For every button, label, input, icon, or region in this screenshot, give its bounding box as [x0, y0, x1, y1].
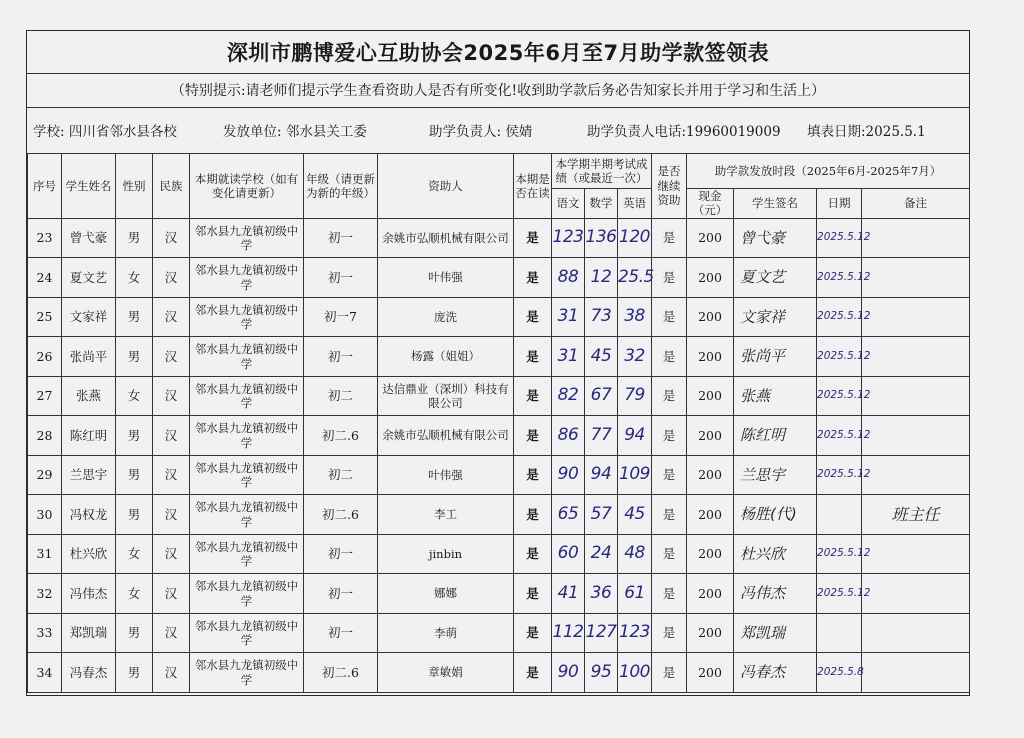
- table-row: [28, 455, 970, 495]
- gender: 女: [116, 376, 153, 416]
- score-english: 100: [618, 653, 652, 693]
- score-math: 36: [585, 574, 618, 614]
- student-name: 夏文艺: [62, 258, 116, 298]
- grade: 初二.6: [304, 416, 378, 456]
- sponsor: 杨露（姐姐）: [378, 337, 514, 377]
- cash-amount: 200: [687, 337, 734, 377]
- gender: 男: [116, 653, 153, 693]
- student-signature: 张尚平: [734, 337, 817, 377]
- student-name: 冯权龙: [62, 495, 116, 535]
- remark: [862, 613, 970, 653]
- score-english: 79: [618, 376, 652, 416]
- enrolled: 是: [514, 337, 552, 377]
- row-no: 27: [28, 376, 62, 416]
- sign-date: 2025.5.12: [817, 258, 862, 298]
- score-chinese: 41: [552, 574, 585, 614]
- header-row: [28, 154, 970, 189]
- remark: [862, 574, 970, 614]
- col-grade: 年级（请更新为新的年级）: [304, 154, 378, 219]
- sponsor: 余姚市弘顺机械有限公司: [378, 218, 514, 258]
- ethnic: 汉: [153, 416, 190, 456]
- remark: [862, 258, 970, 298]
- continue-aid: 是: [652, 337, 687, 377]
- row-no: 25: [28, 297, 62, 337]
- table-row: [28, 337, 970, 377]
- score-chinese: 88: [552, 258, 585, 298]
- score-chinese: 90: [552, 455, 585, 495]
- student-signature: 陈红明: [734, 416, 817, 456]
- score-math: 77: [585, 416, 618, 456]
- remark: [862, 534, 970, 574]
- sign-date: 2025.5.12: [817, 297, 862, 337]
- sign-date: 2025.5.8: [817, 653, 862, 693]
- table-row: [28, 534, 970, 574]
- grade: 初一: [304, 258, 378, 298]
- form-title: 深圳市鹏博爱心互助协会2025年6月至7月助学款签领表: [27, 31, 969, 74]
- school: 邻水县九龙镇初级中学: [190, 534, 304, 574]
- table-row: [28, 297, 970, 337]
- sponsor: 李工: [378, 495, 514, 535]
- student-name: 张尚平: [62, 337, 116, 377]
- issuer-info: 发放单位: 邻水县关工委: [223, 124, 367, 140]
- table-row: [28, 376, 970, 416]
- student-signature: 曾弋豪: [734, 218, 817, 258]
- ethnic: 汉: [153, 613, 190, 653]
- student-name: 杜兴欣: [62, 534, 116, 574]
- sponsor: 余姚市弘顺机械有限公司: [378, 416, 514, 456]
- school: 邻水县九龙镇初级中学: [190, 297, 304, 337]
- enrolled: 是: [514, 574, 552, 614]
- sign-date: 2025.5.12: [817, 455, 862, 495]
- student-signature: 杨胜(代): [734, 495, 817, 535]
- continue-aid: 是: [652, 534, 687, 574]
- school: 邻水县九龙镇初级中学: [190, 337, 304, 377]
- manager-info: 助学负责人: 侯婧: [429, 124, 533, 140]
- score-chinese: 82: [552, 376, 585, 416]
- student-signature: 张燕: [734, 376, 817, 416]
- sign-date: 2025.5.12: [817, 376, 862, 416]
- remark: [862, 455, 970, 495]
- ethnic: 汉: [153, 495, 190, 535]
- row-no: 23: [28, 218, 62, 258]
- gender: 女: [116, 258, 153, 298]
- continue-aid: 是: [652, 613, 687, 653]
- remark: [862, 376, 970, 416]
- col-period: 助学款发放时段（2025年6月-2025年7月）: [687, 154, 970, 189]
- student-name: 陈红明: [62, 416, 116, 456]
- sponsor: 娜娜: [378, 574, 514, 614]
- remark: [862, 416, 970, 456]
- grade: 初一: [304, 337, 378, 377]
- table-row: [28, 495, 970, 535]
- gender: 男: [116, 337, 153, 377]
- score-chinese: 60: [552, 534, 585, 574]
- table-row: [28, 653, 970, 693]
- student-signature: 夏文艺: [734, 258, 817, 298]
- row-no: 33: [28, 613, 62, 653]
- col-scores: 本学期半期考试成绩（或最近一次）: [552, 154, 652, 189]
- gender: 男: [116, 613, 153, 653]
- school: 邻水县九龙镇初级中学: [190, 258, 304, 298]
- remark: [862, 218, 970, 258]
- student-name: 冯春杰: [62, 653, 116, 693]
- col-signature: 学生签名: [734, 189, 817, 219]
- school: 邻水县九龙镇初级中学: [190, 653, 304, 693]
- row-no: 29: [28, 455, 62, 495]
- enrolled: 是: [514, 416, 552, 456]
- score-chinese: 31: [552, 337, 585, 377]
- col-no: 序号: [28, 154, 62, 219]
- school: 邻水县九龙镇初级中学: [190, 574, 304, 614]
- score-english: 32: [618, 337, 652, 377]
- score-math: 24: [585, 534, 618, 574]
- student-signature: 兰思宇: [734, 455, 817, 495]
- ethnic: 汉: [153, 455, 190, 495]
- remark: [862, 653, 970, 693]
- score-chinese: 90: [552, 653, 585, 693]
- cash-amount: 200: [687, 218, 734, 258]
- school: 邻水县九龙镇初级中学: [190, 218, 304, 258]
- sign-date: [817, 495, 862, 535]
- remark: [862, 337, 970, 377]
- row-no: 31: [28, 534, 62, 574]
- grade: 初二: [304, 376, 378, 416]
- form-frame: [26, 30, 970, 696]
- student-signature: 冯伟杰: [734, 574, 817, 614]
- table-body: [28, 218, 970, 692]
- col-sponsor: 资助人: [378, 154, 514, 219]
- student-name: 张燕: [62, 376, 116, 416]
- score-english: 45: [618, 495, 652, 535]
- ethnic: 汉: [153, 258, 190, 298]
- col-continue: 是否继续资助: [652, 154, 687, 219]
- table-row: [28, 258, 970, 298]
- cash-amount: 200: [687, 258, 734, 298]
- table-row: [28, 218, 970, 258]
- col-enrolled: 本期是否在读: [514, 154, 552, 219]
- continue-aid: 是: [652, 297, 687, 337]
- grade: 初一7: [304, 297, 378, 337]
- cash-amount: 200: [687, 495, 734, 535]
- sponsor: 叶伟强: [378, 258, 514, 298]
- grade: 初一: [304, 534, 378, 574]
- table-row: [28, 574, 970, 614]
- col-school: 本期就读学校（如有变化请更新）: [190, 154, 304, 219]
- score-math: 94: [585, 455, 618, 495]
- sign-date: 2025.5.12: [817, 534, 862, 574]
- col-chinese: 语文: [552, 189, 585, 219]
- student-signature: 文家祥: [734, 297, 817, 337]
- school: 邻水县九龙镇初级中学: [190, 455, 304, 495]
- score-math: 67: [585, 376, 618, 416]
- gender: 女: [116, 534, 153, 574]
- info-bar: [27, 107, 969, 154]
- ethnic: 汉: [153, 376, 190, 416]
- row-no: 32: [28, 574, 62, 614]
- student-signature: 冯春杰: [734, 653, 817, 693]
- school: 邻水县九龙镇初级中学: [190, 416, 304, 456]
- sign-date: 2025.5.12: [817, 416, 862, 456]
- grade: 初一: [304, 613, 378, 653]
- continue-aid: 是: [652, 495, 687, 535]
- cash-amount: 200: [687, 613, 734, 653]
- school: 邻水县九龙镇初级中学: [190, 495, 304, 535]
- ethnic: 汉: [153, 218, 190, 258]
- ethnic: 汉: [153, 297, 190, 337]
- enrolled: 是: [514, 218, 552, 258]
- sign-date: [817, 613, 862, 653]
- student-signature: 郑凯瑞: [734, 613, 817, 653]
- enrolled: 是: [514, 613, 552, 653]
- student-signature: 杜兴欣: [734, 534, 817, 574]
- score-math: 12: [585, 258, 618, 298]
- continue-aid: 是: [652, 416, 687, 456]
- continue-aid: 是: [652, 376, 687, 416]
- grade: 初二: [304, 455, 378, 495]
- continue-aid: 是: [652, 258, 687, 298]
- remark: [862, 297, 970, 337]
- ethnic: 汉: [153, 653, 190, 693]
- score-chinese: 112: [552, 613, 585, 653]
- row-no: 24: [28, 258, 62, 298]
- row-no: 28: [28, 416, 62, 456]
- student-name: 兰思宇: [62, 455, 116, 495]
- enrolled: 是: [514, 258, 552, 298]
- score-math: 95: [585, 653, 618, 693]
- phone-info: 助学负责人电话:19960019009: [587, 124, 781, 140]
- score-math: 136: [585, 218, 618, 258]
- grade: 初一: [304, 574, 378, 614]
- score-chinese: 31: [552, 297, 585, 337]
- school-info: 学校: 四川省邻水县各校: [33, 124, 177, 140]
- enrolled: 是: [514, 376, 552, 416]
- student-name: 冯伟杰: [62, 574, 116, 614]
- col-date: 日期: [817, 189, 862, 219]
- continue-aid: 是: [652, 455, 687, 495]
- continue-aid: 是: [652, 574, 687, 614]
- cash-amount: 200: [687, 455, 734, 495]
- gender: 男: [116, 495, 153, 535]
- grade: 初二.6: [304, 495, 378, 535]
- school: 邻水县九龙镇初级中学: [190, 613, 304, 653]
- enrolled: 是: [514, 653, 552, 693]
- score-math: 73: [585, 297, 618, 337]
- grant-table: [27, 153, 970, 693]
- score-english: 120: [618, 218, 652, 258]
- student-name: 曾弋豪: [62, 218, 116, 258]
- gender: 男: [116, 297, 153, 337]
- sign-date: 2025.5.12: [817, 218, 862, 258]
- score-chinese: 65: [552, 495, 585, 535]
- special-notice: （特别提示:请老师们提示学生查看资助人是否有所变化!收到助学款后务必告知家长并用于学习和生活上）: [27, 73, 969, 108]
- sponsor: 庞洗: [378, 297, 514, 337]
- sign-date: 2025.5.12: [817, 574, 862, 614]
- enrolled: 是: [514, 534, 552, 574]
- score-math: 45: [585, 337, 618, 377]
- score-english: 61: [618, 574, 652, 614]
- continue-aid: 是: [652, 653, 687, 693]
- gender: 男: [116, 455, 153, 495]
- grade: 初二.6: [304, 653, 378, 693]
- gender: 男: [116, 416, 153, 456]
- row-no: 34: [28, 653, 62, 693]
- student-name: 郑凯瑞: [62, 613, 116, 653]
- row-no: 26: [28, 337, 62, 377]
- enrolled: 是: [514, 297, 552, 337]
- score-chinese: 123: [552, 218, 585, 258]
- sponsor: jinbin: [378, 534, 514, 574]
- col-math: 数学: [585, 189, 618, 219]
- grade: 初一: [304, 218, 378, 258]
- row-no: 30: [28, 495, 62, 535]
- col-name: 学生姓名: [62, 154, 116, 219]
- score-english: 123: [618, 613, 652, 653]
- cash-amount: 200: [687, 534, 734, 574]
- school: 邻水县九龙镇初级中学: [190, 376, 304, 416]
- cash-amount: 200: [687, 376, 734, 416]
- cash-amount: 200: [687, 574, 734, 614]
- student-name: 文家祥: [62, 297, 116, 337]
- cash-amount: 200: [687, 297, 734, 337]
- table-row: [28, 613, 970, 653]
- score-english: 109: [618, 455, 652, 495]
- continue-aid: 是: [652, 218, 687, 258]
- score-english: 94: [618, 416, 652, 456]
- score-english: 38: [618, 297, 652, 337]
- fill-date-info: 填表日期:2025.5.1: [807, 124, 926, 140]
- sponsor: 李萌: [378, 613, 514, 653]
- sign-date: 2025.5.12: [817, 337, 862, 377]
- score-math: 127: [585, 613, 618, 653]
- ethnic: 汉: [153, 534, 190, 574]
- sponsor: 叶伟强: [378, 455, 514, 495]
- remark: 班主任: [862, 495, 970, 535]
- sponsor: 章敏娟: [378, 653, 514, 693]
- col-english: 英语: [618, 189, 652, 219]
- ethnic: 汉: [153, 337, 190, 377]
- score-english: 48: [618, 534, 652, 574]
- table-row: [28, 416, 970, 456]
- sponsor: 达信鼎业（深圳）科技有限公司: [378, 376, 514, 416]
- col-remark: 备注: [862, 189, 970, 219]
- enrolled: 是: [514, 455, 552, 495]
- gender: 男: [116, 218, 153, 258]
- col-ethnic: 民族: [153, 154, 190, 219]
- cash-amount: 200: [687, 653, 734, 693]
- score-math: 57: [585, 495, 618, 535]
- gender: 女: [116, 574, 153, 614]
- col-gender: 性别: [116, 154, 153, 219]
- cash-amount: 200: [687, 416, 734, 456]
- score-chinese: 86: [552, 416, 585, 456]
- col-cash: 现金（元）: [687, 189, 734, 219]
- ethnic: 汉: [153, 574, 190, 614]
- enrolled: 是: [514, 495, 552, 535]
- score-english: 25.5: [618, 258, 652, 298]
